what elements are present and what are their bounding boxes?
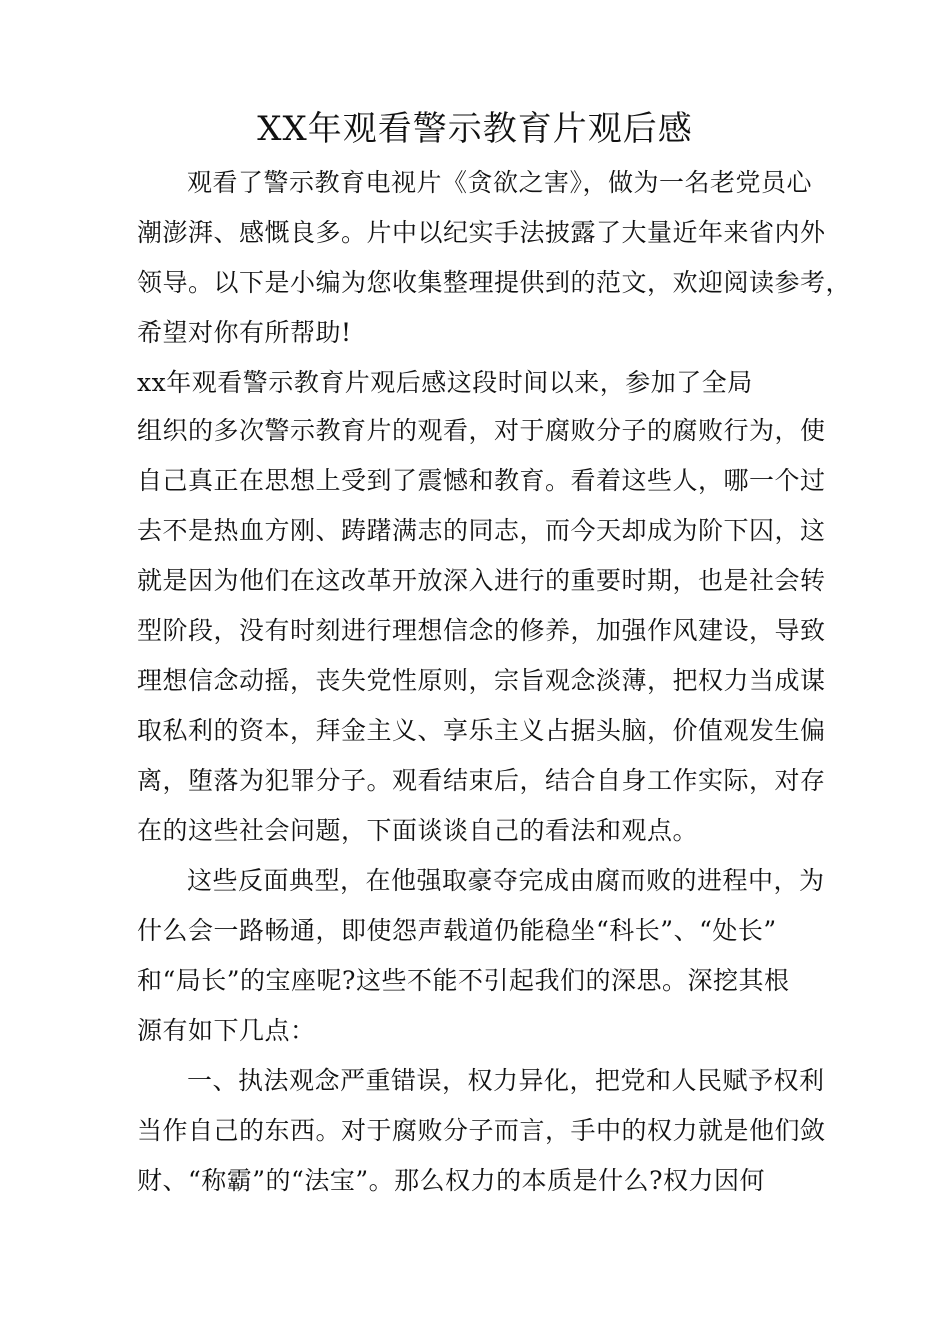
paragraph-line: xx年观看警示教育片观后感这段时间以来，参加了全局: [137, 368, 753, 397]
paragraph-line: 和“局长”的宝座呢?这些不能不引起我们的深思。深挖其根: [137, 966, 790, 995]
paragraph-line: 一、执法观念严重错误，权力异化，把党和人民赋予权利: [187, 1066, 825, 1095]
paragraph-line: 组织的多次警示教育片的观看，对于腐败分子的腐败行为，使: [137, 416, 826, 445]
paragraph-line: 理想信念动摇，丧失党性原则，宗旨观念淡薄，把权力当成谋: [137, 666, 826, 695]
paragraph-line: 希望对你有所帮助!: [137, 318, 352, 347]
paragraph-line: 型阶段，没有时刻进行理想信念的修养，加强作风建设，导致: [137, 616, 826, 645]
paragraph-line: 自己真正在思想上受到了震憾和教育。看着这些人，哪一个过: [137, 466, 826, 495]
paragraph-line: 财、“称霸”的“法宝”。那么权力的本质是什么?权力因何: [137, 1166, 766, 1195]
paragraph-line: 观看了警示教育电视片《贪欲之害》，做为一名老党员心: [187, 168, 813, 197]
paragraph-line: 领导。以下是小编为您收集整理提供到的范文，欢迎阅读参考，: [137, 268, 852, 297]
paragraph-line: 这些反面典型，在他强取豪夺完成由腐而败的进程中，为: [187, 866, 825, 895]
paragraph-line: 源有如下几点：: [137, 1016, 316, 1045]
paragraph-line: 当作自己的东西。对于腐败分子而言，手中的权力就是他们敛: [137, 1116, 826, 1145]
paragraph-line: 潮澎湃、感慨良多。片中以纪实手法披露了大量近年来省内外: [137, 218, 826, 247]
paragraph-line: 什么会一路畅通，即使怨声载道仍能稳坐“科长”、“处长”: [137, 916, 777, 945]
paragraph-line: 取私利的资本，拜金主义、享乐主义占据头脑，价值观发生偏: [137, 716, 826, 745]
paragraph-line: 去不是热血方刚、踌躇满志的同志，而今天却成为阶下囚，这: [137, 516, 826, 545]
paragraph-line: 离，堕落为犯罪分子。观看结束后，结合自身工作实际，对存: [137, 766, 826, 795]
document-title: XX年观看警示教育片观后感: [257, 109, 693, 149]
paragraph-line: 在的这些社会问题，下面谈谈自己的看法和观点。: [137, 816, 699, 845]
paragraph-line: 就是因为他们在这改革开放深入进行的重要时期，也是社会转: [137, 566, 826, 595]
